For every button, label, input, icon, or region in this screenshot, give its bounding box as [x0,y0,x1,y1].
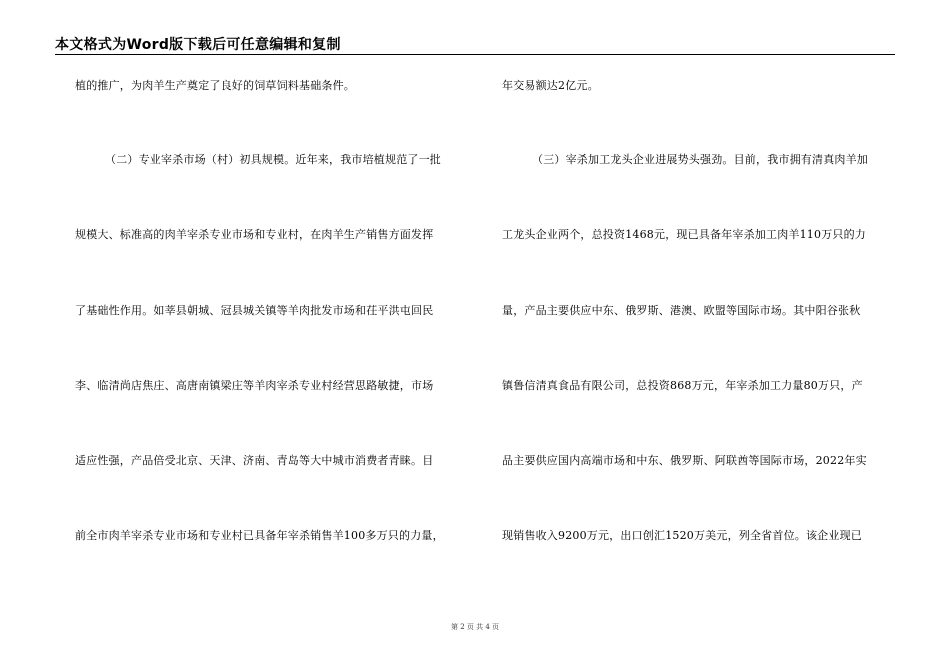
page-number: 第 2 页 共 4 页 [450,623,500,631]
paragraph-line: 规模大、标准高的肉羊宰杀专业市场和专业村，在肉羊生产销售方面发挥 [75,228,434,241]
paragraph-line: （三）宰杀加工龙头企业进展势头强劲。目前，我市拥有清真肉羊加 [532,153,868,166]
header-divider [55,54,895,55]
paragraph-line: 植的推广，为肉羊生产奠定了良好的饲草饲料基础条件。 [75,79,355,92]
paragraph-line: 工龙头企业两个，总投资1468元，现已具备年宰杀加工肉羊110万只的力 [502,228,866,241]
document-header-title: 本文格式为Word版下载后可任意编辑和复制 [55,37,341,53]
paragraph-line: 品主要供应国内高端市场和中东、俄罗斯、阿联酋等国际市场，2022年实 [502,454,867,467]
paragraph-line: 李、临清尚店焦庄、高唐南镇梁庄等羊肉宰杀专业村经营思路敏捷，市场 [75,379,434,392]
paragraph-line: 现销售收入9200万元，出口创汇1520万美元，列全省首位。该企业现已 [502,529,862,542]
paragraph-line: 镇鲁信清真食品有限公司，总投资868万元，年宰杀加工力量80万只，产 [502,379,863,392]
paragraph-line: 量，产品主要供应中东、俄罗斯、港澳、欧盟等国际市场。其中阳谷张秋 [502,304,861,317]
paragraph-line: 年交易额达2亿元。 [502,79,599,92]
paragraph-line: 了基础性作用。如莘县朝城、冠县城关镇等羊肉批发市场和茌平洪屯回民 [75,304,434,317]
paragraph-line: 前全市肉羊宰杀专业市场和专业村已具备年宰杀销售羊100多万只的力量， [75,529,444,542]
paragraph-line: （二）专业宰杀市场（村）初具规模。近年来，我市培植规范了一批 [105,153,441,166]
paragraph-line: 适应性强，产品倍受北京、天津、济南、青岛等大中城市消费者青睐。目 [75,454,434,467]
